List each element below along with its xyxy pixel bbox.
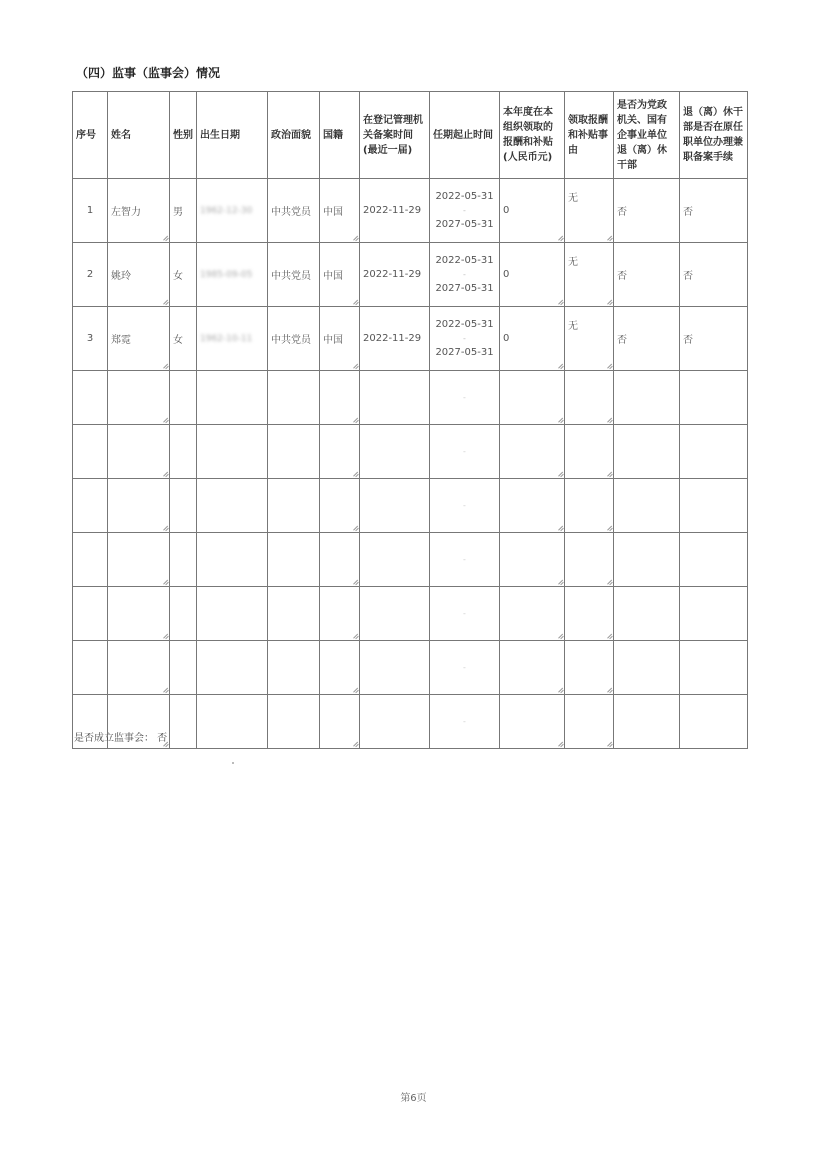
empty-term-mark: -: [463, 501, 466, 510]
empty-cell: [170, 425, 197, 479]
resize-handle-icon[interactable]: [554, 295, 563, 304]
empty-cell: [268, 533, 320, 587]
empty-cell: [268, 479, 320, 533]
resize-handle-icon[interactable]: [159, 467, 168, 476]
empty-cell: [170, 533, 197, 587]
empty-cell: [197, 425, 268, 479]
empty-cell: [614, 371, 680, 425]
empty-cell: [197, 371, 268, 425]
cell-no: 3: [73, 307, 108, 371]
cell-politics: 中共党员: [268, 179, 320, 243]
empty-cell: [430, 533, 500, 587]
cell-term: 2022-05-31 - 2027-05-31: [430, 307, 500, 371]
empty-term-mark: -: [463, 555, 466, 564]
empty-cell: [73, 425, 108, 479]
resize-handle-icon[interactable]: [349, 575, 358, 584]
empty-cell[interactable]: [320, 479, 360, 533]
empty-cell: [430, 695, 500, 749]
header-politics: 政治面貌: [268, 92, 320, 179]
cell-politics: 中共党员: [268, 307, 320, 371]
table-row: [73, 179, 748, 243]
empty-cell: [430, 479, 500, 533]
cell-birth: 1962-10-11: [197, 307, 268, 371]
table-row: [73, 307, 748, 371]
empty-cell: [268, 425, 320, 479]
empty-cell[interactable]: [320, 371, 360, 425]
empty-cell: [360, 371, 430, 425]
cell-nationality[interactable]: 中国: [320, 243, 360, 307]
empty-cell[interactable]: [500, 479, 565, 533]
supervisor-table: [72, 91, 748, 749]
resize-handle-icon[interactable]: [554, 629, 563, 638]
table-row-empty: [73, 587, 748, 641]
empty-term-mark: -: [463, 447, 466, 456]
resize-handle-icon[interactable]: [554, 683, 563, 692]
cell-reason[interactable]: 无: [565, 307, 614, 371]
table-row-empty: [73, 479, 748, 533]
cell-filing-done: 否: [680, 307, 748, 371]
empty-cell: [268, 641, 320, 695]
empty-cell[interactable]: [108, 641, 170, 695]
empty-cell[interactable]: [565, 479, 614, 533]
resize-handle-icon[interactable]: [603, 683, 612, 692]
empty-cell: [680, 533, 748, 587]
resize-handle-icon[interactable]: [603, 521, 612, 530]
empty-cell: [614, 479, 680, 533]
supervisory-board-note: 是否成立监事会： 否: [74, 733, 168, 744]
table-row-empty: [73, 641, 748, 695]
header-name: 姓名: [108, 92, 170, 179]
empty-cell: [680, 641, 748, 695]
empty-cell: [680, 695, 748, 749]
cell-filed: 2022-11-29: [360, 179, 430, 243]
table-row-empty: [73, 533, 748, 587]
empty-cell: [614, 533, 680, 587]
resize-handle-icon[interactable]: [349, 467, 358, 476]
cell-birth: 1985-09-05: [197, 243, 268, 307]
empty-cell[interactable]: [108, 587, 170, 641]
table-row-empty: [73, 371, 748, 425]
header-filed: 在登记管理机关备案时间(最近一届): [360, 92, 430, 179]
table-row-empty: [73, 425, 748, 479]
resize-handle-icon[interactable]: [603, 629, 612, 638]
empty-cell: [170, 587, 197, 641]
empty-cell[interactable]: [500, 587, 565, 641]
empty-cell: [614, 425, 680, 479]
empty-cell: [360, 641, 430, 695]
empty-cell: [430, 587, 500, 641]
cell-name[interactable]: 姚玲: [108, 243, 170, 307]
empty-cell: [170, 695, 197, 749]
empty-term-mark: -: [463, 393, 466, 402]
empty-cell: [73, 371, 108, 425]
resize-handle-icon[interactable]: [349, 231, 358, 240]
resize-handle-icon[interactable]: [349, 413, 358, 422]
empty-cell[interactable]: [565, 371, 614, 425]
empty-cell: [73, 587, 108, 641]
empty-cell[interactable]: [320, 425, 360, 479]
empty-cell: [197, 695, 268, 749]
empty-cell: [360, 479, 430, 533]
empty-cell: [197, 479, 268, 533]
empty-cell: [73, 533, 108, 587]
empty-cell[interactable]: [500, 695, 565, 749]
empty-cell: [614, 587, 680, 641]
page-number: 第6页: [400, 1093, 427, 1104]
resize-handle-icon[interactable]: [349, 359, 358, 368]
empty-cell[interactable]: [565, 533, 614, 587]
empty-cell: [430, 425, 500, 479]
empty-cell: [680, 587, 748, 641]
header-term: 任期起止时间: [430, 92, 500, 179]
empty-cell[interactable]: [108, 425, 170, 479]
empty-cell: [197, 587, 268, 641]
cell-pay[interactable]: 0: [500, 179, 565, 243]
resize-handle-icon[interactable]: [159, 295, 168, 304]
empty-cell: [680, 371, 748, 425]
empty-cell: [680, 425, 748, 479]
empty-cell: [197, 641, 268, 695]
resize-handle-icon[interactable]: [603, 231, 612, 240]
empty-cell[interactable]: [320, 587, 360, 641]
resize-handle-icon[interactable]: [554, 521, 563, 530]
resize-handle-icon[interactable]: [554, 467, 563, 476]
resize-handle-icon[interactable]: [554, 575, 563, 584]
resize-handle-icon[interactable]: [603, 413, 612, 422]
cell-is-retired: 否: [614, 243, 680, 307]
empty-cell: [680, 479, 748, 533]
resize-handle-icon[interactable]: [349, 629, 358, 638]
cell-nationality[interactable]: 中国: [320, 307, 360, 371]
header-gender: 性别: [170, 92, 197, 179]
cell-filing-done: 否: [680, 243, 748, 307]
cell-name[interactable]: 左智力: [108, 179, 170, 243]
resize-handle-icon[interactable]: [603, 467, 612, 476]
empty-cell: [73, 479, 108, 533]
resize-handle-icon[interactable]: [554, 359, 563, 368]
resize-handle-icon[interactable]: [603, 575, 612, 584]
empty-cell[interactable]: [565, 641, 614, 695]
empty-cell: [614, 695, 680, 749]
empty-term-mark: -: [463, 609, 466, 618]
empty-cell: [430, 641, 500, 695]
resize-handle-icon[interactable]: [603, 295, 612, 304]
cell-gender: 女: [170, 307, 197, 371]
empty-cell: [430, 371, 500, 425]
cell-no: 1: [73, 179, 108, 243]
empty-cell: [268, 371, 320, 425]
resize-handle-icon[interactable]: [159, 683, 168, 692]
section-title: （四）监事（监事会）情况: [76, 66, 221, 80]
empty-cell[interactable]: [320, 641, 360, 695]
cell-filing-done: 否: [680, 179, 748, 243]
header-birth: 出生日期: [197, 92, 268, 179]
resize-handle-icon[interactable]: [159, 575, 168, 584]
scan-speck: [232, 762, 234, 764]
resize-handle-icon[interactable]: [554, 231, 563, 240]
header-pay: 本年度在本组织领取的报酬和补贴(人民币元): [500, 92, 565, 179]
empty-cell[interactable]: [108, 479, 170, 533]
cell-no: 2: [73, 243, 108, 307]
cell-pay[interactable]: 0: [500, 307, 565, 371]
resize-handle-icon[interactable]: [159, 629, 168, 638]
empty-cell: [614, 641, 680, 695]
cell-gender: 女: [170, 243, 197, 307]
resize-handle-icon[interactable]: [349, 295, 358, 304]
cell-filed: 2022-11-29: [360, 243, 430, 307]
cell-politics: 中共党员: [268, 243, 320, 307]
empty-cell: [170, 641, 197, 695]
resize-handle-icon[interactable]: [603, 359, 612, 368]
cell-gender: 男: [170, 179, 197, 243]
empty-cell: [268, 695, 320, 749]
header-nationality: 国籍: [320, 92, 360, 179]
empty-cell: [360, 425, 430, 479]
empty-cell: [197, 533, 268, 587]
table-header-row: [73, 92, 748, 179]
empty-term-mark: -: [463, 717, 466, 726]
resize-handle-icon[interactable]: [349, 683, 358, 692]
resize-handle-icon[interactable]: [159, 231, 168, 240]
header-filing-done: 退（离）休干部是否在原任职单位办理兼职备案手续: [680, 92, 748, 179]
cell-term: 2022-05-31 - 2027-05-31: [430, 243, 500, 307]
table-row: [73, 243, 748, 307]
empty-term-mark: -: [463, 663, 466, 672]
header-reason: 领取报酬和补贴事由: [565, 92, 614, 179]
cell-nationality[interactable]: 中国: [320, 179, 360, 243]
empty-cell[interactable]: [500, 533, 565, 587]
header-is-retired: 是否为党政机关、国有企事业单位退（离）休干部: [614, 92, 680, 179]
empty-cell: [360, 533, 430, 587]
empty-cell[interactable]: [565, 695, 614, 749]
empty-cell[interactable]: [565, 587, 614, 641]
cell-is-retired: 否: [614, 307, 680, 371]
cell-pay[interactable]: 0: [500, 243, 565, 307]
resize-handle-icon[interactable]: [159, 521, 168, 530]
resize-handle-icon[interactable]: [159, 359, 168, 368]
resize-handle-icon[interactable]: [554, 737, 563, 746]
cell-term: 2022-05-31 - 2027-05-31: [430, 179, 500, 243]
table-row-empty: [73, 695, 748, 749]
empty-cell[interactable]: [500, 371, 565, 425]
empty-cell: [73, 641, 108, 695]
resize-handle-icon[interactable]: [603, 737, 612, 746]
cell-birth: 1962-12-30: [197, 179, 268, 243]
header-no: 序号: [73, 92, 108, 179]
resize-handle-icon[interactable]: [349, 737, 358, 746]
resize-handle-icon[interactable]: [554, 413, 563, 422]
empty-cell: [170, 479, 197, 533]
empty-cell[interactable]: [500, 641, 565, 695]
empty-cell[interactable]: [320, 695, 360, 749]
cell-filed: 2022-11-29: [360, 307, 430, 371]
empty-cell[interactable]: [108, 371, 170, 425]
empty-cell: [268, 587, 320, 641]
cell-is-retired: 否: [614, 179, 680, 243]
empty-cell[interactable]: [565, 425, 614, 479]
resize-handle-icon[interactable]: [349, 521, 358, 530]
cell-reason[interactable]: 无: [565, 243, 614, 307]
empty-cell: [170, 371, 197, 425]
cell-reason[interactable]: 无: [565, 179, 614, 243]
empty-cell[interactable]: [108, 533, 170, 587]
cell-name[interactable]: 郑霓: [108, 307, 170, 371]
resize-handle-icon[interactable]: [159, 413, 168, 422]
empty-cell: [360, 587, 430, 641]
empty-cell[interactable]: [320, 533, 360, 587]
empty-cell[interactable]: [500, 425, 565, 479]
empty-cell: [360, 695, 430, 749]
